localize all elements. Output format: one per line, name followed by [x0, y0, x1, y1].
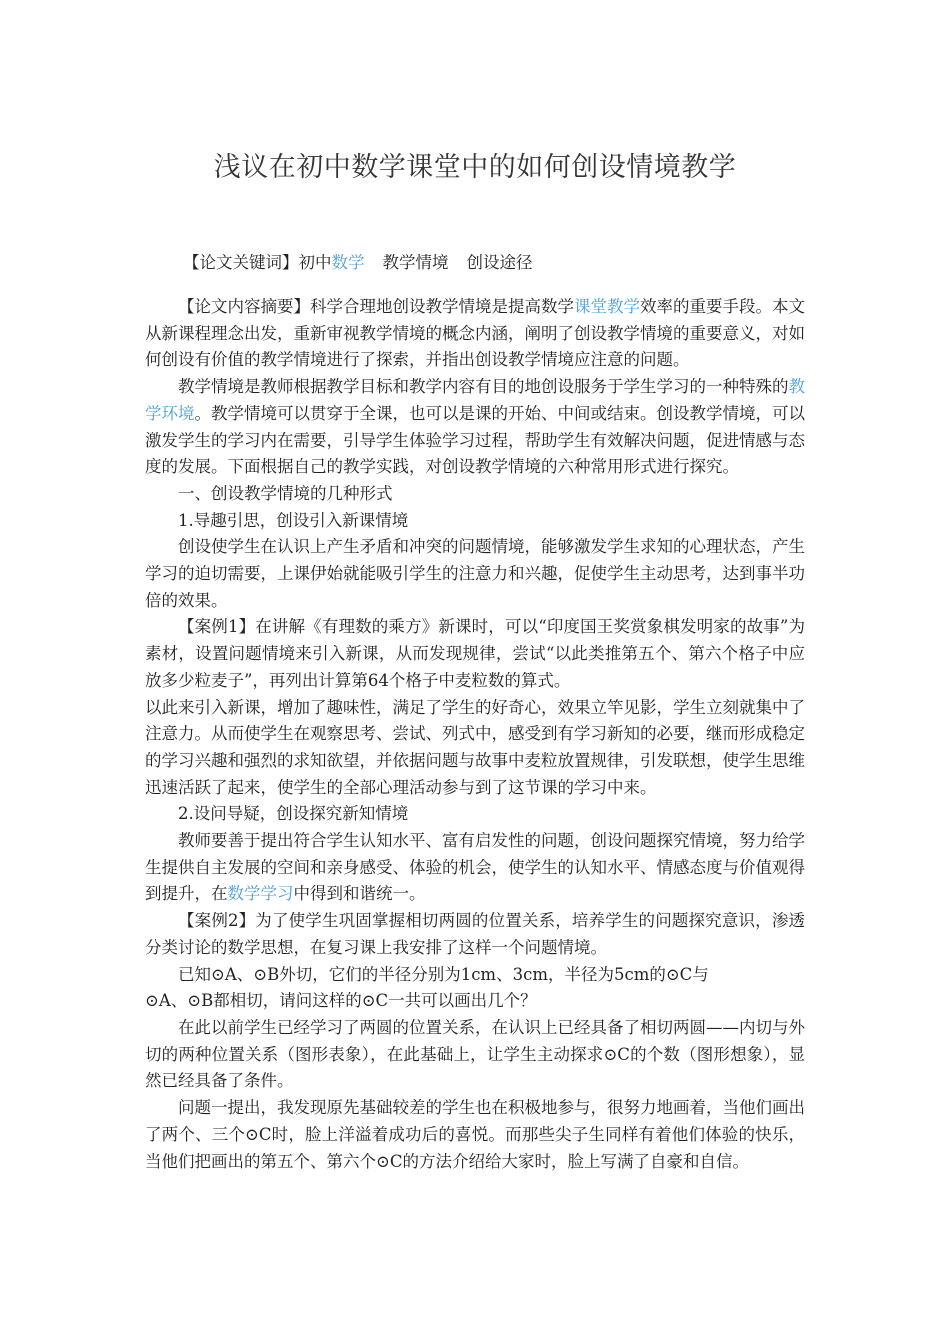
problem-line-2: ⊙A、⊙B都相切，请问这样的⊙C一共可以画出几个？ [145, 991, 537, 1011]
keywords-line [183, 248, 533, 278]
basis-paragraph: 在此以前学生已经学习了两圆的位置关系，在认识上已经具备了相切两圆——内切与外切的两种位置关系（图形表象），在此基础上，让学生主动探求⊙C的个数（图形想象），显然已经具备了条件。 [145, 1017, 805, 1091]
paragraph-sub2 [145, 828, 805, 908]
paragraph-sub1: 创设使学生在认识上产生矛盾和冲突的问题情境，能够激发学生求知的心理状态，产生学习的迫切需要，上课伊始就能吸引学生的注意力和兴趣，促使学生主动思考，达到事半功倍的效果。 [145, 537, 805, 610]
abstract-text-2: 效率的重要手段。本文从新课程理念出发，重新审视教学情境的概念内涵，阐明了创设教学情境的重要意义，对如何创设有价值的教学情境进行了探索，并指出创设教学情境应注意的问题。 [145, 297, 805, 370]
intro-paragraph [145, 374, 805, 481]
case-2-paragraph: 【案例2】为了使学生巩固掌握相切两圆的位置关系，培养学生的问题探究意识，渗透分类讨论的数学思想，在复习课上我安排了这样一个问题情境。 [145, 911, 805, 957]
case-1-continuation: 以此来引入新课，增加了趣味性，满足了学生的好奇心，效果立竿见影，学生立刻就集中了注意力。从而使学生在观察思考、尝试、列式中，感受到有学习新知的必要，继而形成稳定的学习兴趣和强烈的求知欲望，并依据问题与故事中麦粒放置规律，引发联想，使学生思维迅速活跃了起来，使学生的全部心理活动参与到了这节课的学习中来。 [145, 697, 805, 797]
case-1-paragraph: 【案例1】在讲解《有理数的乘方》新课时，可以“印度国王奖赏象棋发明家的故事”为素材，设置问题情境来引入新课，从而发现规律，尝试“以此类推第五个、第六个格子中应放多少粒麦子”，再列出计算第64个格子中麦粒数的算式。 [145, 617, 805, 690]
problem-line-1: 已知⊙A、⊙B外切，它们的半径分别为1cm、3cm，半径为5cm的⊙C与 [178, 964, 709, 984]
abstract-text-1: 科学合理地创设教学情境是提高数学 [310, 297, 574, 316]
subheading-1: 1.导趣引思，创设引入新课情境 [178, 510, 409, 530]
final-paragraph: 问题一提出，我发现原先基础较差的学生也在积极地参与，很努力地画着，当他们画出了两个、三个⊙C时，脸上洋溢着成功后的喜悦。而那些尖子生同样有着他们体验的快乐，当他们把画出的第五个、第六个⊙C的方法介绍给大家时，脸上写满了自豪和自信。 [145, 1098, 805, 1171]
article-body [145, 294, 805, 1175]
keyword-2: 教学情境 [382, 253, 449, 272]
keyword-1-text: 初中 [298, 253, 332, 272]
keywords-label: 【论文关键词】 [183, 253, 299, 272]
abstract-paragraph [145, 294, 805, 374]
keyword-math-link[interactable]: 数学 [331, 253, 365, 272]
intro-text-2: 。教学情境可以贯穿于全课，也可以是课的开始、中间或结束。创设教学情境，可以激发学生的学习内在需要，引导学生体验学习过程，帮助学生有效解决问题，促进情感与态度的发展。下面根据自己的教学实践，对创设教学情境的六种常用形式进行探究。 [145, 403, 805, 477]
sub2-text-2: 中得到和谐统一。 [293, 884, 426, 904]
keyword-3: 创设途径 [466, 253, 533, 272]
intro-text-1: 教学情境是教师根据教学目标和教学内容有目的地创设服务于学生学习的一种特殊的 [178, 377, 789, 397]
subheading-2: 2.设问导疑，创设探究新知情境 [178, 804, 409, 824]
classroom-teaching-link[interactable]: 课堂教学 [574, 297, 640, 316]
math-learning-link[interactable]: 数学学习 [227, 884, 294, 904]
sub2-text-1: 教师要善于提出符合学生认知水平、富有启发性的问题，创设问题探究情境，努力给学生提供自主发展的空间和亲身感受、体验的机会，使学生的认知水平、情感态度与价值观得到提升，在 [145, 831, 805, 904]
abstract-label: 【论文内容摘要】 [178, 297, 310, 316]
teaching-environment-link[interactable]: 教学环境 [145, 377, 805, 423]
page-title: 浅议在初中数学课堂中的如何创设情境教学 [213, 152, 737, 183]
section-heading-1: 一、创设教学情境的几种形式 [178, 483, 393, 503]
